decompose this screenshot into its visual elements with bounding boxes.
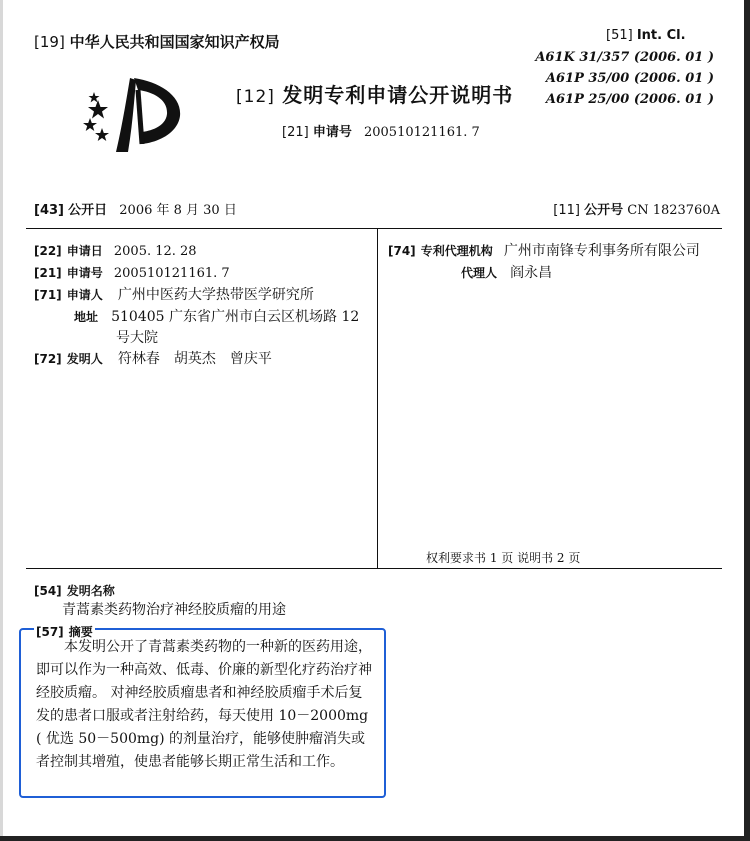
agency-value: 广州市南锋专利事务所有限公司: [503, 243, 700, 259]
sipo-emblem-icon: [72, 72, 192, 158]
pub-no-code: [11]: [553, 203, 580, 218]
int-cl-code: [51]: [606, 28, 633, 43]
app-no-label: 申请号: [312, 125, 352, 140]
filing-code: [22]: [34, 244, 62, 258]
applicant-label: 申请人: [66, 288, 103, 302]
divider-middle: [26, 568, 722, 569]
column-divider: [377, 229, 378, 569]
app-label: 申请号: [66, 266, 103, 280]
applicant-row: [34, 284, 314, 304]
office-line: [34, 31, 280, 52]
address-label: 地址: [74, 310, 99, 324]
classification-2: A61P 35/00 (2006. 01 ): [545, 71, 714, 86]
inventor-label: 发明人: [66, 352, 103, 366]
agent-value: 阎永昌: [510, 265, 553, 281]
agent-row: [461, 262, 552, 282]
address-line-1: 510405 广东省广州市白云区机场路 12: [111, 309, 360, 325]
address-row: [74, 306, 359, 326]
inventor-code: [72]: [34, 352, 62, 366]
publication-date: [34, 199, 237, 218]
int-cl-heading: [606, 28, 686, 43]
applicant-value: 广州中医药大学热带医学研究所: [117, 287, 314, 303]
app-no-value-left: 200510121161. 7: [113, 266, 230, 281]
agency-row: [388, 240, 700, 260]
page-count: 权利要求书 1 页 说明书 2 页: [426, 551, 581, 565]
pub-no-value: CN 1823760A: [627, 203, 720, 218]
filing-label: 申请日: [66, 244, 103, 258]
application-number-header: [282, 121, 480, 140]
scan-edge-right: [744, 0, 750, 841]
pub-no-label: 公开号: [584, 203, 624, 218]
office-name: 中华人民共和国国家知识产权局: [69, 33, 280, 51]
divider-top: [26, 228, 722, 229]
int-cl-label: Int. Cl.: [636, 28, 686, 43]
invention-title-heading: [34, 580, 115, 599]
title-code: [54]: [34, 584, 62, 598]
applicant-code: [71]: [34, 288, 62, 302]
app-no-value: 200510121161. 7: [363, 125, 480, 140]
scan-edge-bottom: [0, 836, 750, 841]
filing-date-value: 2005. 12. 28: [113, 244, 197, 259]
scan-edge-left: [0, 0, 3, 841]
filing-date-row: [34, 240, 197, 259]
doc-type-title: 发明专利申请公开说明书: [282, 83, 514, 107]
agency-code: [74]: [388, 244, 416, 258]
classification-1: A61K 31/357 (2006. 01 ): [535, 50, 714, 65]
publication-number: [553, 199, 720, 218]
classification-3: A61P 25/00 (2006. 01 ): [545, 92, 714, 107]
pub-date-code: [43]: [34, 203, 64, 218]
agency-label: 专利代理机构: [420, 244, 493, 258]
inventor-row: [34, 348, 272, 368]
title-label: 发明名称: [66, 584, 115, 598]
app-code: [21]: [34, 266, 62, 280]
document-type: [236, 79, 513, 108]
invention-title: 青蒿素类药物治疗神经胶质瘤的用途: [62, 602, 286, 618]
office-code: [19]: [34, 33, 65, 51]
inventors-value: 符林春 胡英杰 曾庆平: [117, 351, 272, 367]
abstract-label: 摘要: [68, 625, 93, 639]
abstract-text: 本发明公开了青蒿素类药物的一种新的医药用途，即可以作为一种高效、低毒、价廉的新型化疗药治疗神经胶质瘤。 对神经胶质瘤患者和神经胶质瘤手术后复发的患者口服或者注射给药，每天使用 10－2000mg( 优选 50－500mg) 的剂量治疗，能够使肿瘤消失或者控制其增殖，使患者能够长期正常生活和工作。: [36, 639, 372, 770]
pub-date-value: 2006 年 8 月 30 日: [119, 203, 237, 218]
application-number-row: [34, 262, 230, 281]
agent-label: 代理人: [461, 266, 498, 280]
address-line-2: 号大院: [116, 330, 158, 346]
app-no-code: [21]: [282, 125, 309, 140]
abstract-code: [57]: [36, 625, 64, 639]
pub-date-label: 公开日: [68, 203, 108, 218]
doc-type-code: [12]: [236, 87, 275, 107]
